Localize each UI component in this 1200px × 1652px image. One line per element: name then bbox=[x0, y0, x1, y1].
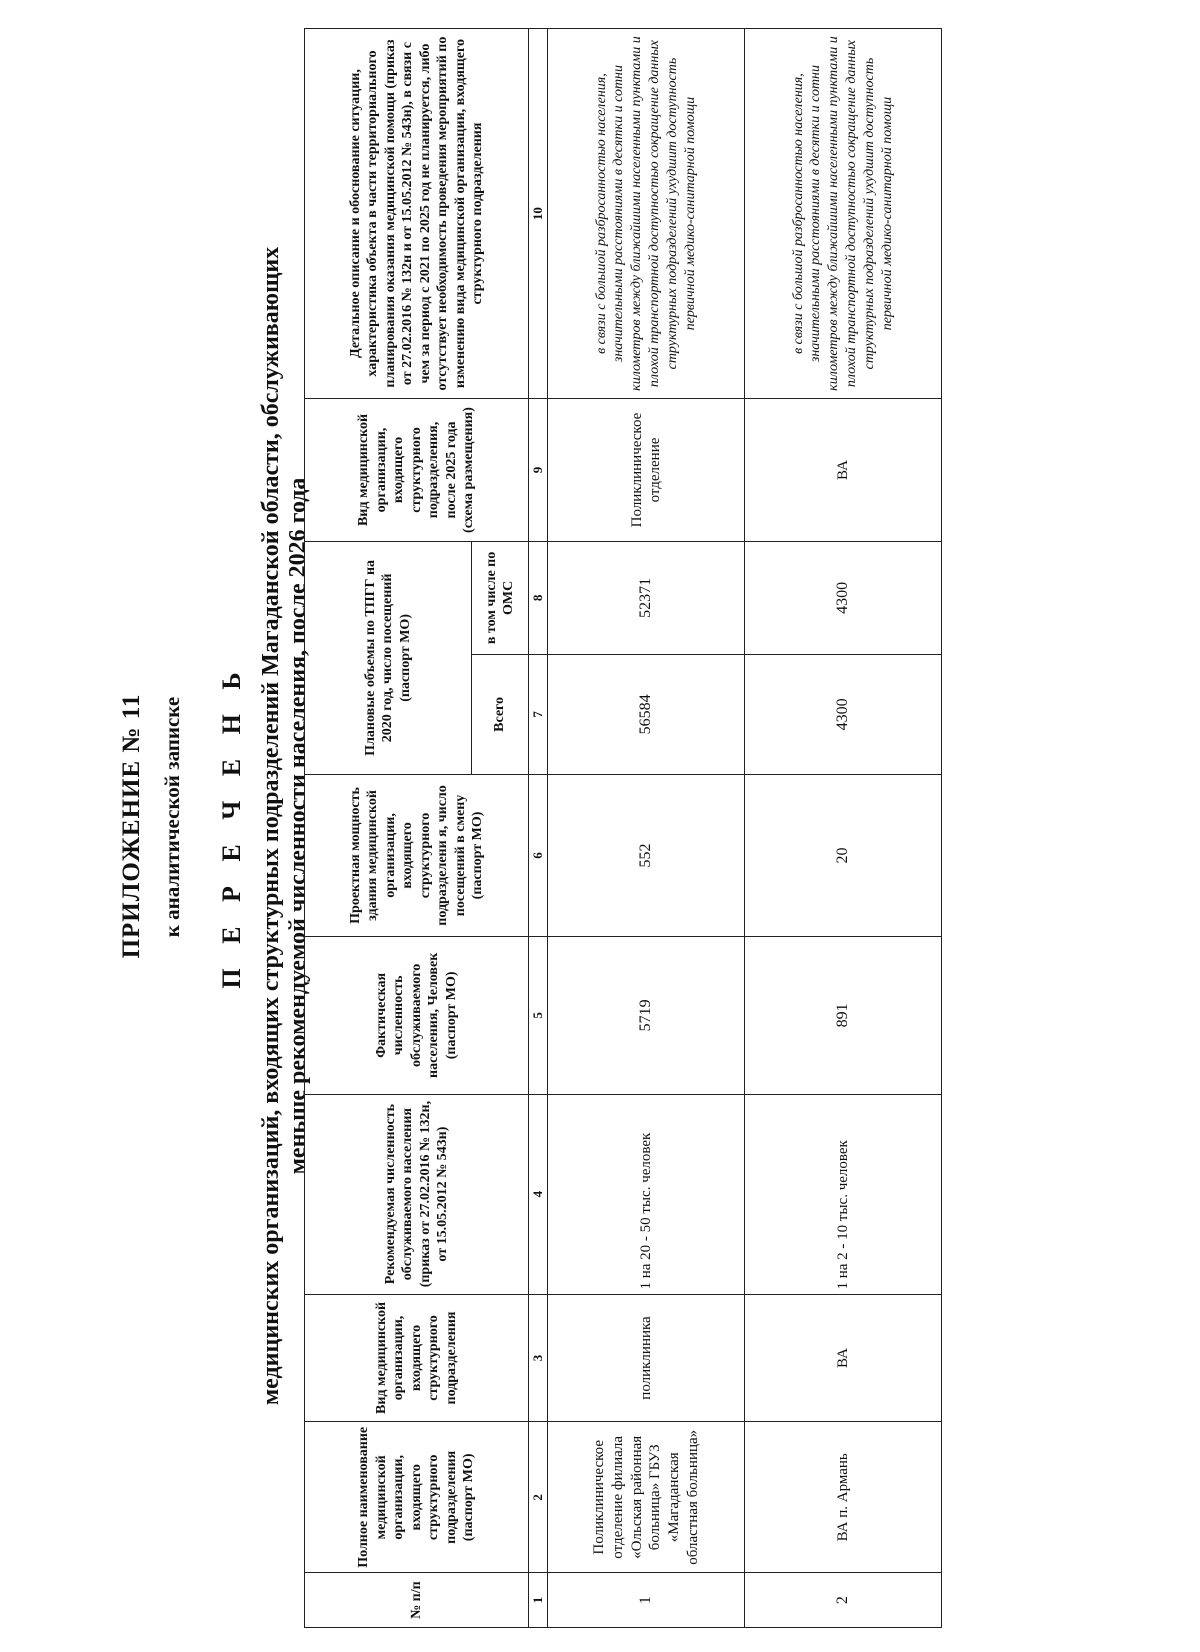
document-title: П Е Р Е Ч Е Н Ь bbox=[217, 663, 246, 989]
row-total: 4300 bbox=[745, 654, 942, 774]
header-description: Детальное описание и обоснование ситуации, характеристика объекта в части территориального планирования оказания медицинской помощи (приказ от 27.02.2016 № 132н и от 15.05.2012 № 543н), в связи с чем за период с 2021 по 2025 год не планируется, либо отсутствует необходимость проведения мероприятий по изменению вида медицинской организации, входящего структурного подразделения bbox=[305, 29, 529, 399]
row-description: в связи с большой разбросанностью населения, значительными расстояниями в десятки и сотни километров между ближайшими населенными пунктами и плохой транспортной доступностью сокращение данных структурных подразделений ухудшит доступность первичной медико-санитарной помощи bbox=[548, 29, 745, 399]
row-num: 1 bbox=[548, 1573, 745, 1628]
index-cell: 3 bbox=[529, 1294, 548, 1422]
index-cell: 6 bbox=[529, 774, 548, 936]
row-oms: 4300 bbox=[745, 541, 942, 654]
document-subtitle-line1: медицинских организаций, входящих структурных подразделений Магаданской области, обслуживающих bbox=[258, 246, 284, 1406]
row-type-after: Поликлиническое отделение bbox=[548, 399, 745, 542]
row-recommended: 1 на 2 - 10 тыс. человек bbox=[745, 1094, 942, 1294]
header-num: № п/п bbox=[305, 1573, 529, 1628]
row-total: 56584 bbox=[548, 654, 745, 774]
header-capacity: Проектная мощность здания медицинской организации, входящего структурного подразделени я, число посещений в смену (паспорт МО) bbox=[305, 774, 529, 936]
index-cell: 2 bbox=[529, 1422, 548, 1573]
header-type: Вид медицинской организации, входящего структурного подразделения bbox=[305, 1294, 529, 1422]
index-cell: 7 bbox=[529, 654, 548, 774]
row-capacity: 20 bbox=[745, 774, 942, 936]
annex-title: ПРИЛОЖЕНИЕ № 11 bbox=[118, 693, 145, 959]
row-type: поликлиника bbox=[548, 1294, 745, 1422]
header-planned-volumes: Плановые объемы по ТПГГ на 2020 год, число посещений (паспорт МО) bbox=[305, 541, 472, 774]
row-capacity: 552 bbox=[548, 774, 745, 936]
index-cell: 8 bbox=[529, 541, 548, 654]
header-actual: Фактическая численность обслуживаемого населения, Человек (паспорт МО) bbox=[305, 937, 529, 1095]
row-name: ВА п. Армань bbox=[745, 1422, 942, 1573]
index-cell: 5 bbox=[529, 937, 548, 1095]
header-full-name: Полное наименование медицинской организации, входящего структурного подразделения (паспорт МО) bbox=[305, 1422, 529, 1573]
table-header-row bbox=[305, 29, 472, 1628]
row-description: в связи с большой разбросанностью населения, значительными расстояниями в десятки и сотни километров между ближайшими населенными пунктами и плохой транспортной доступностью сокращение данных структурных подразделений ухудшит доступность первичной медико-санитарной помощи bbox=[745, 29, 942, 399]
document-subtitle-line2: меньше рекомендуемой численности населения, после 2026 года bbox=[285, 477, 311, 1175]
header-total: Всего bbox=[472, 654, 529, 774]
row-recommended: 1 на 20 - 50 тыс. человек bbox=[548, 1094, 745, 1294]
header-type-after: Вид медицинской организации, входящего структурного подразделения, после 2025 года (схема размещения) bbox=[305, 399, 529, 542]
index-cell: 1 bbox=[529, 1573, 548, 1628]
header-recommended: Рекомендуемая численность обслуживаемого населения (приказ от 27.02.2016 № 132н, от 15.05.2012 № 543н) bbox=[305, 1094, 529, 1294]
row-num: 2 bbox=[745, 1573, 942, 1628]
index-cell: 10 bbox=[529, 29, 548, 399]
row-type-after: ВА bbox=[745, 399, 942, 542]
row-actual: 891 bbox=[745, 937, 942, 1095]
row-actual: 5719 bbox=[548, 937, 745, 1095]
annex-subtitle: к аналитической записке bbox=[160, 696, 184, 938]
row-oms: 52371 bbox=[548, 541, 745, 654]
table-row bbox=[548, 29, 745, 1628]
row-name: Поликлиническое отделение филиала «Ольская районная больница» ГБУЗ «Магаданская областная больница» bbox=[548, 1422, 745, 1573]
table-row bbox=[745, 29, 942, 1628]
facilities-table bbox=[304, 28, 942, 1628]
index-cell: 9 bbox=[529, 399, 548, 542]
header-oms: в том числе по ОМС bbox=[472, 541, 529, 654]
table-index-row bbox=[529, 29, 548, 1628]
index-cell: 4 bbox=[529, 1094, 548, 1294]
row-type: ВА bbox=[745, 1294, 942, 1422]
